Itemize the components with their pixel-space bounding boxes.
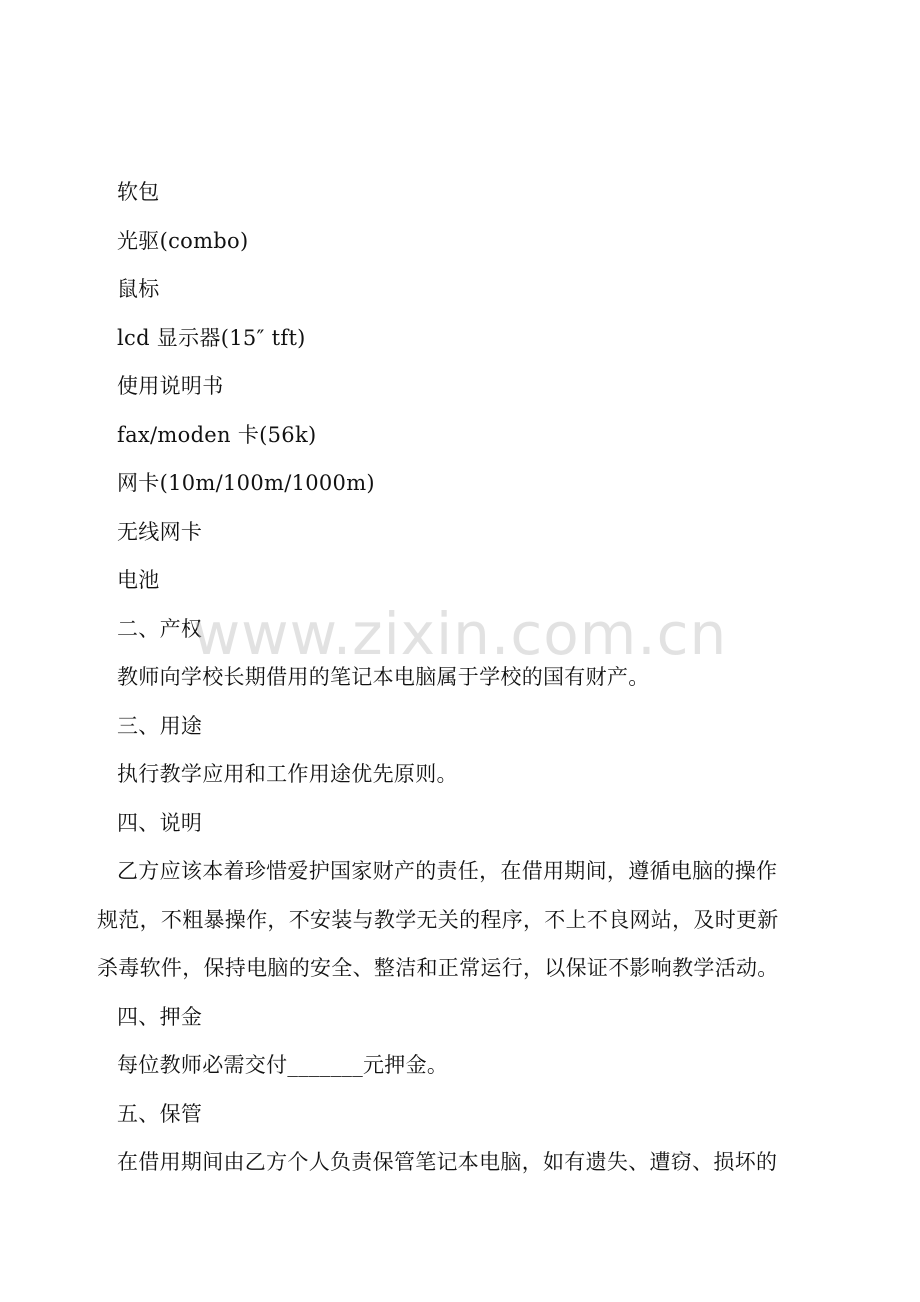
list-item: 电池: [117, 568, 160, 592]
section-heading-deposit: 四、押金: [117, 1004, 203, 1029]
list-item: 软包: [117, 180, 160, 204]
section-heading-property: 二、产权: [117, 616, 203, 641]
list-item: 无线网卡: [117, 519, 203, 544]
document-body: [97, 168, 837, 1187]
list-item: fax/moden 卡(56k): [117, 422, 317, 447]
section-text-deposit: 每位教师必需交付_______元押金。: [117, 1053, 449, 1077]
section-text-property: 教师向学校长期借用的笔记本电脑属于学校的国有财产。: [117, 665, 650, 689]
section-text-custody: 在借用期间由乙方个人负责保管笔记本电脑，如有遗失、遭窃、损坏的: [117, 1150, 778, 1174]
list-item: 光驱(combo): [117, 228, 249, 253]
section-heading-notes: 四、说明: [117, 810, 203, 835]
list-item: 使用说明书: [117, 374, 224, 398]
list-item: 网卡(10m/100m/1000m): [117, 471, 375, 495]
section-text-notes-line1: 乙方应该本着珍惜爱护国家财产的责任，在借用期间，遵循电脑的操作: [117, 859, 778, 883]
section-text-notes-line2: 规范，不粗暴操作，不安装与教学无关的程序，不上不良网站，及时更新: [97, 907, 779, 932]
section-text-notes-line3: 杀毒软件，保持电脑的安全、整洁和正常运行，以保证不影响教学活动。: [97, 956, 779, 980]
list-item: lcd 显示器(15″ tft): [117, 325, 306, 350]
section-heading-usage: 三、用途: [117, 713, 203, 738]
watermark: www.zixin.com.cn: [192, 600, 728, 668]
section-heading-custody: 五、保管: [117, 1101, 203, 1126]
section-text-usage: 执行教学应用和工作用途优先原则。: [117, 762, 458, 786]
list-item: 鼠标: [117, 277, 160, 301]
